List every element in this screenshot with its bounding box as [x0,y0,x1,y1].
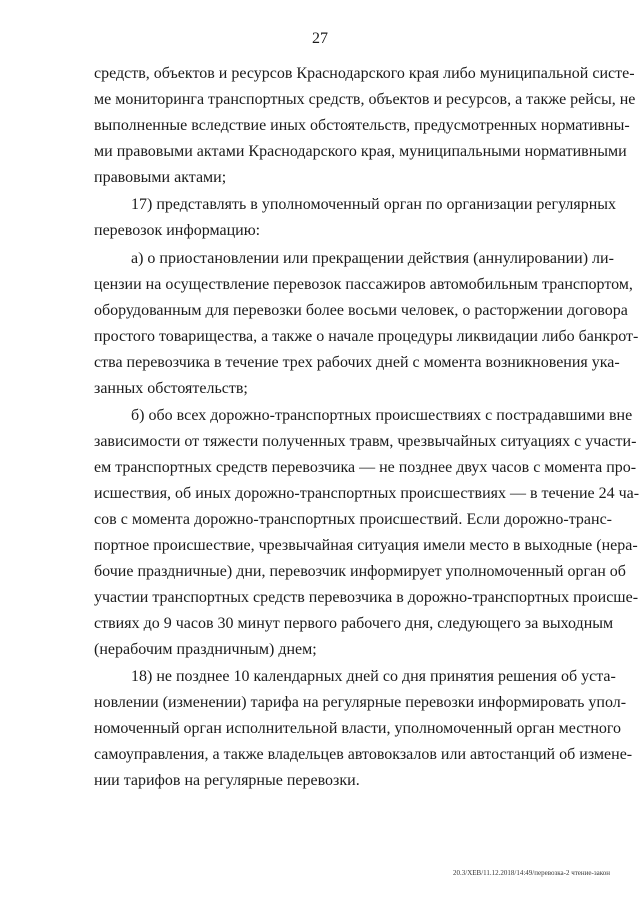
footer-code: 20.3/ХЕВ/11.12.2018/14:49/перевозка-2 чтение-закон [453,869,610,877]
text-line: простого товарищества, а также о начале процедуры ликвидации либо банкрот- [94,328,639,345]
text-line: самоуправления, а также владельцев автовокзалов или автостанций об измене- [94,746,633,763]
text-line: а) о приостановлении или прекращении действия (аннулировании) ли- [131,250,614,267]
text-line: портное происшествие, чрезвычайная ситуация имели место в выходные (нера- [94,537,638,554]
text-line: б) обо всех дорожно-транспортных происшествиях с пострадавшими вне [131,407,633,424]
text-line: участии транспортных средств перевозчика в дорожно-транспортных происше- [94,589,639,606]
text-line: исшествия, об иных дорожно-транспортных происшествиях — в течение 24 ча- [94,485,640,502]
text-line: 18) не позднее 10 календарных дней со дня принятия решения об уста- [131,668,616,685]
text-line: средств, объектов и ресурсов Краснодарского края либо муниципальной систе- [94,65,635,82]
text-line: ем транспортных средств перевозчика — не позднее двух часов с момента про- [94,459,637,476]
text-line: занных обстоятельств; [94,380,248,397]
text-line: сов с момента дорожно-транспортных происшествий. Если дорожно-транс- [94,511,612,528]
text-line: зависимости от тяжести полученных травм, чрезвычайных ситуациях с участи- [94,433,637,450]
text-line: ме мониторинга транспортных средств, объектов и ресурсов, а также рейсы, не [94,91,636,108]
text-line: номоченный орган исполнительной власти, уполномоченный орган местного [94,720,622,737]
text-line: нии тарифов на регулярные перевозки. [94,772,360,789]
text-line: (нерабочим праздничным) днем; [94,641,317,658]
text-line: ми правовыми актами Краснодарского края, муниципальными нормативными [94,143,627,160]
text-line: бочие праздничные) дни, перевозчик информирует уполномоченный орган об [94,563,626,580]
text-line: ства перевозчика в течение трех рабочих дней с момента возникновения ука- [94,354,620,371]
text-line: цензии на осуществление перевозок пассажиров автомобильным транспортом, [94,276,633,293]
text-line: ствиях до 9 часов 30 минут первого рабочего дня, следующего за выходным [94,615,614,632]
text-line: 17) представлять в уполномоченный орган по организации регулярных [131,196,617,213]
text-line: правовыми актами; [94,169,227,186]
text-line: выполненные вследствие иных обстоятельств, предусмотренных нормативны- [94,117,630,134]
text-line: новлении (изменении) тарифа на регулярные перевозки информировать упол- [94,694,627,711]
page-number: 27 [312,30,328,47]
text-line: оборудованным для перевозки более восьми человек, о расторжении договора [94,302,628,319]
text-line: перевозок информацию: [94,222,261,239]
